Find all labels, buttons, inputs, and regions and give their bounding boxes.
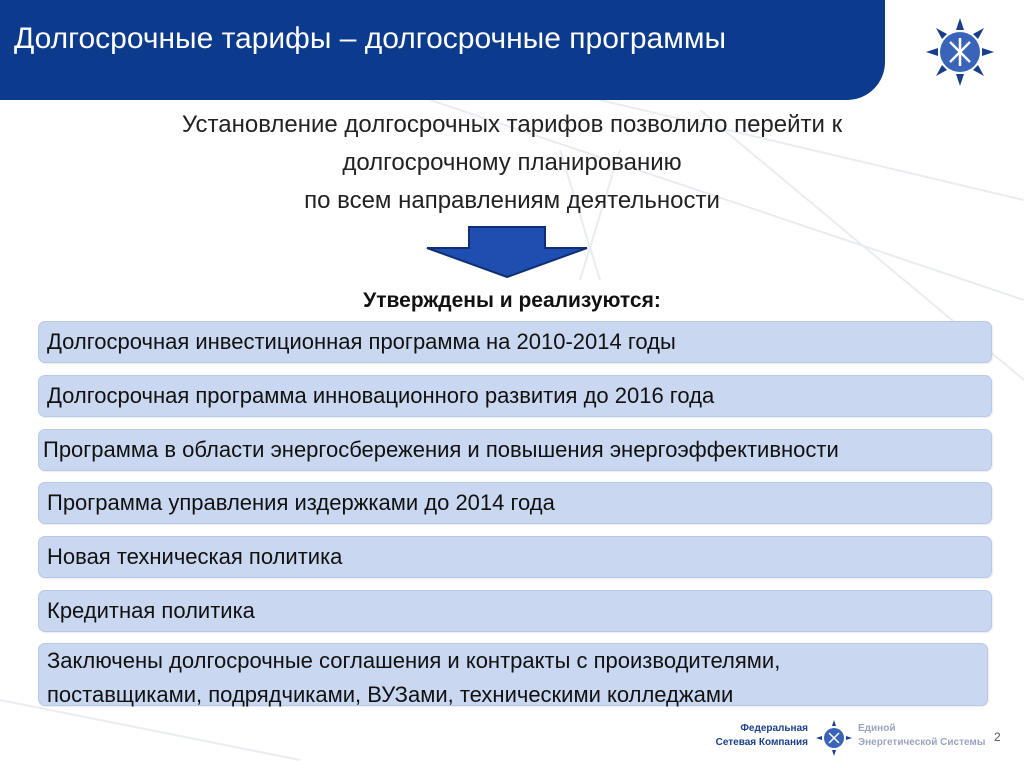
footer-company-name [700, 722, 808, 750]
program-item: Долгосрочная инвестиционная программа на 2010-2014 годы [38, 321, 992, 363]
page-title: Долгосрочные тарифы – долгосрочные программы [14, 22, 727, 55]
program-item: Долгосрочная программа инновационного развития до 2016 года [38, 375, 992, 417]
footer-company-line-1: Федеральная [740, 723, 808, 734]
footer-system-line-2: Энергетической Системы [858, 737, 986, 748]
page-number: 2 [994, 730, 1001, 744]
footer-system-line-1: Единой [858, 723, 896, 734]
fsk-ees-logo-icon [814, 718, 854, 758]
subheading: Утверждены и реализуются: [363, 289, 661, 312]
footer-system-name [858, 722, 998, 750]
intro-text [60, 106, 964, 220]
program-item: Новая техническая политика [38, 536, 992, 578]
intro-line-1: Установление долгосрочных тарифов позволило перейти к [181, 111, 843, 138]
program-item: Кредитная политика [38, 590, 992, 632]
program-item: Программа управления издержками до 2014 года [38, 482, 992, 524]
agreement-line-1: Заключены долгосрочные соглашения и контракты с производителями, [47, 648, 781, 673]
down-arrow-icon [425, 226, 589, 278]
agreement-line-2: поставщиками, подрядчиками, ВУЗами, техническими колледжами [47, 682, 734, 707]
agreement-box [38, 643, 988, 706]
header-bar [0, 0, 885, 100]
intro-line-3: по всем направлениям деятельности [304, 187, 720, 214]
footer-company-line-2: Сетевая Компания [715, 737, 808, 748]
footer [700, 716, 1000, 762]
intro-line-2: долгосрочному планированию [342, 149, 682, 176]
program-item: Программа в области энергосбережения и повышения энергоэффективности [38, 429, 992, 471]
fsk-ees-logo-icon [920, 12, 1000, 92]
